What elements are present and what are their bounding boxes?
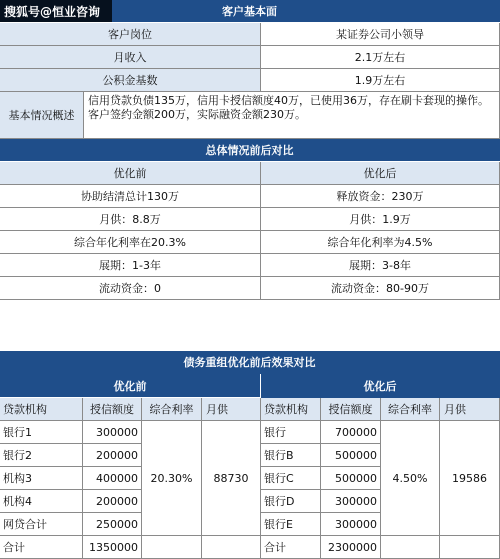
before-value: 协助结清总计130万 <box>0 185 261 208</box>
compare-row <box>0 277 500 300</box>
col-header-institution: 贷款机构 <box>261 398 321 421</box>
info-row <box>0 46 500 69</box>
after-monthly-cell: 19586 <box>440 421 500 536</box>
amount-cell: 300000 <box>321 490 381 513</box>
after-value: 展期：3-8年 <box>261 254 500 277</box>
col-header-rate: 综合利率 <box>381 398 440 421</box>
institution-cell: 银行1 <box>0 421 83 444</box>
col-header-amount: 授信额度 <box>321 398 381 421</box>
overview-row <box>0 92 500 139</box>
total-amount: 2300000 <box>321 536 381 559</box>
section2-header <box>0 139 500 162</box>
compare-row <box>0 185 500 208</box>
after-value: 月供：1.9万 <box>261 208 500 231</box>
before-group-header: 优化前 <box>0 374 261 398</box>
total-amount: 1350000 <box>83 536 142 559</box>
col-header-monthly: 月供 <box>202 398 261 421</box>
after-rate-cell: 4.50% <box>381 421 440 536</box>
overview-text: 信用贷款负债135万，信用卡授信额度40万，已使用36万，存在刷卡套现的操作。客户签约金额200万，实际融资金额230万。 <box>84 92 500 139</box>
institution-cell: 银行2 <box>0 444 83 467</box>
after-header: 优化后 <box>261 162 500 185</box>
before-value: 综合年化利率在20.3% <box>0 231 261 254</box>
info-label: 公积金基数 <box>0 69 261 92</box>
institution-cell: 机构4 <box>0 490 83 513</box>
info-row <box>0 69 500 92</box>
empty-cell <box>440 536 500 559</box>
institution-cell: 网贷合计 <box>0 513 83 536</box>
institution-cell: 银行D <box>261 490 321 513</box>
empty-cell <box>142 536 202 559</box>
institution-cell: 银行 <box>261 421 321 444</box>
amount-cell: 300000 <box>83 421 142 444</box>
before-monthly-cell: 88730 <box>202 421 261 536</box>
total-label: 合计 <box>0 536 83 559</box>
col-header-institution: 贷款机构 <box>0 398 83 421</box>
amount-cell: 250000 <box>83 513 142 536</box>
institution-cell: 银行B <box>261 444 321 467</box>
col-header-monthly: 月供 <box>440 398 500 421</box>
col-header-amount: 授信额度 <box>83 398 142 421</box>
before-value: 月供：8.8万 <box>0 208 261 231</box>
section1-title: 客户基本面 <box>0 0 500 22</box>
amount-cell: 500000 <box>321 467 381 490</box>
empty-cell <box>381 536 440 559</box>
after-value: 流动资金：80-90万 <box>261 277 500 300</box>
info-label: 客户岗位 <box>0 23 261 46</box>
amount-cell: 200000 <box>83 490 142 513</box>
section3-title: 债务重组优化前后效果对比 <box>0 351 500 374</box>
amount-cell: 400000 <box>83 467 142 490</box>
institution-cell: 银行C <box>261 467 321 490</box>
after-value: 综合年化利率为4.5% <box>261 231 500 254</box>
compare-row <box>0 208 500 231</box>
before-rate-cell: 20.30% <box>142 421 202 536</box>
amount-cell: 300000 <box>321 513 381 536</box>
after-group-header: 优化后 <box>261 374 500 398</box>
compare-row <box>0 254 500 277</box>
info-value: 2.1万左右 <box>261 46 500 69</box>
institution-cell: 银行E <box>261 513 321 536</box>
info-value: 某证券公司小领导 <box>261 23 500 46</box>
info-value: 1.9万左右 <box>261 69 500 92</box>
col-header-rate: 综合利率 <box>142 398 202 421</box>
before-header: 优化前 <box>0 162 261 185</box>
info-row <box>0 23 500 46</box>
amount-cell: 500000 <box>321 444 381 467</box>
amount-cell: 200000 <box>83 444 142 467</box>
empty-cell <box>202 536 261 559</box>
before-value: 流动资金：0 <box>0 277 261 300</box>
amount-cell: 700000 <box>321 421 381 444</box>
watermark: 搜狐号@恒业咨询 <box>0 0 112 22</box>
after-value: 释放资金：230万 <box>261 185 500 208</box>
compare-header-row <box>0 162 500 185</box>
info-label: 月收入 <box>0 46 261 69</box>
overview-label: 基本情况概述 <box>0 92 84 139</box>
institution-cell: 机构3 <box>0 467 83 490</box>
compare-row <box>0 231 500 254</box>
section2-title: 总体情况前后对比 <box>0 139 500 161</box>
before-value: 展期：1-3年 <box>0 254 261 277</box>
total-label: 合计 <box>261 536 321 559</box>
